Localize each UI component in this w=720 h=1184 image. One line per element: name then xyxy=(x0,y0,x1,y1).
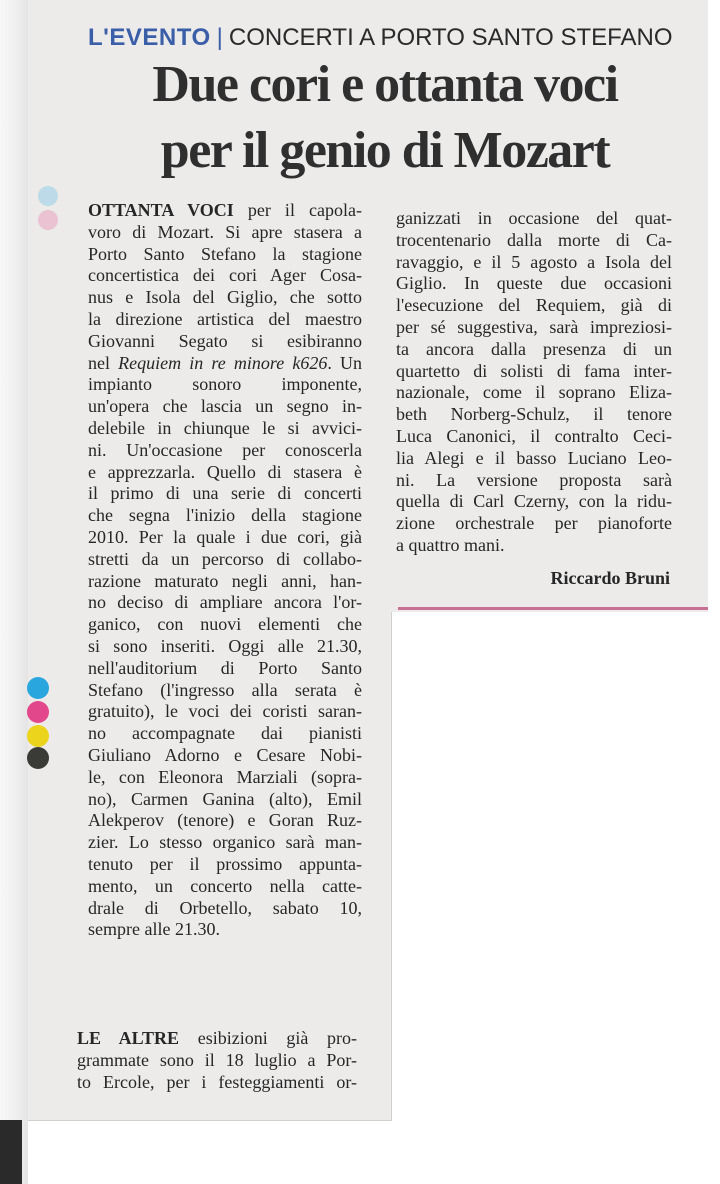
text-line xyxy=(88,919,362,941)
text-line xyxy=(396,252,672,274)
text-line xyxy=(88,440,362,462)
line-text: Giglio. In queste due occasioni xyxy=(396,273,672,294)
line-text: gratuito), le voci dei coristi saran- xyxy=(88,701,362,722)
text-line xyxy=(88,549,362,571)
text-line xyxy=(396,404,672,426)
text-line xyxy=(88,789,362,811)
line-text: Alekperov (tenore) e Goran Ruz- xyxy=(88,810,362,831)
line-text: e apprezzarla. Quello di stasera è xyxy=(88,461,362,482)
article-column-1-continued xyxy=(77,1028,357,1093)
registration-dot-yellow xyxy=(27,725,49,747)
text-line xyxy=(88,374,362,396)
line-text: il primo di una serie di concerti xyxy=(88,483,362,504)
registration-dot-black xyxy=(27,747,49,769)
text-line xyxy=(77,1028,357,1050)
line-text: quella di Carl Czerny, con la ridu- xyxy=(396,491,672,512)
line-text: per sé suggestiva, sarà impreziosi- xyxy=(396,316,672,337)
scan-bottom-edge xyxy=(0,1120,22,1184)
text-line xyxy=(88,527,362,549)
line-text: Stefano (l'ingresso alla serata è xyxy=(88,679,362,700)
text-line xyxy=(88,462,362,484)
kicker-section: CONCERTI A PORTO SANTO STEFANO xyxy=(228,24,673,51)
line-tail: . Un xyxy=(327,352,362,373)
line-text: zier. Lo stesso organico sarà man- xyxy=(88,832,362,853)
line-text: voro di Mozart. Si apre stasera a xyxy=(88,221,362,242)
line-text: stretti da un percorso di collabo- xyxy=(88,548,362,569)
line-text: drale di Orbetello, sabato 10, xyxy=(88,897,362,918)
line-text: ni. Un'occasione per conoscerla xyxy=(88,439,362,460)
article-column-1 xyxy=(88,200,362,941)
line-text: nazionale, come il soprano Eliza- xyxy=(396,382,672,403)
line-text: no), Carmen Ganina (alto), Emil xyxy=(88,788,362,809)
text-line xyxy=(88,636,362,658)
text-line xyxy=(88,876,362,898)
text-line xyxy=(88,680,362,702)
line-text: nus e Isola del Giglio, che sotto xyxy=(88,287,362,308)
line-text: ganizzati in occasione del quat- xyxy=(396,208,672,228)
registration-dot-magenta xyxy=(27,701,49,723)
article-kicker xyxy=(88,20,698,56)
line-text: quartetto di solisti di fama inter- xyxy=(396,360,672,381)
text-line xyxy=(88,767,362,789)
text-line xyxy=(88,418,362,440)
line-text: Giovanni Segato si esibiranno xyxy=(88,330,362,351)
line-text: Giuliano Adorno e Cesare Nobi- xyxy=(88,744,362,765)
scan-left-margin xyxy=(0,0,28,1184)
text-line xyxy=(396,295,672,317)
text-line xyxy=(396,513,672,535)
text-line xyxy=(77,1072,357,1094)
line-text: Porto Santo Stefano la stagione xyxy=(88,243,362,264)
line-text: impianto sonoro imponente, xyxy=(88,374,362,395)
line-text: tenuto per il prossimo appunta- xyxy=(88,853,362,874)
text-line xyxy=(396,382,672,404)
text-line xyxy=(88,810,362,832)
text-line xyxy=(396,230,672,252)
text-line xyxy=(88,571,362,593)
line-text: mento, un concerto nella catte- xyxy=(88,875,362,896)
kicker-separator: | xyxy=(216,24,223,51)
text-line xyxy=(88,723,362,745)
line-text: che segna l'inizio della stagione xyxy=(88,505,362,526)
line-text: grammate sono il 18 luglio a Por- xyxy=(77,1049,357,1070)
text-line xyxy=(77,1050,357,1072)
faint-cyan-dot xyxy=(38,186,58,206)
text-line xyxy=(88,505,362,527)
line-text: nel xyxy=(88,352,119,373)
line-text: si sono inseriti. Oggi alle 21.30, xyxy=(88,635,362,656)
line-text: per il capola- xyxy=(233,200,362,220)
line-text: 2010. Per la quale i due cori, già xyxy=(88,526,362,547)
line-text: zione orchestrale per pianoforte xyxy=(396,513,672,534)
line-text: delebile in chiunque le si avvici- xyxy=(88,417,362,438)
text-line xyxy=(396,273,672,295)
text-line xyxy=(88,592,362,614)
text-line xyxy=(88,701,362,723)
line-text: a quattro mani. xyxy=(396,534,505,555)
line-text: ganico, con nuovi elementi che xyxy=(88,614,362,635)
text-line xyxy=(88,745,362,767)
line-text: no accompagnate dai pianisti xyxy=(88,723,362,744)
line-text: Luca Canonici, il contralto Ceci- xyxy=(396,425,672,446)
text-line xyxy=(88,832,362,854)
text-line xyxy=(88,200,362,222)
text-line xyxy=(88,614,362,636)
text-line xyxy=(396,535,672,557)
line-text: to Ercole, per i festeggiamenti or- xyxy=(77,1071,357,1092)
clipping-cut-rule xyxy=(398,607,708,610)
text-line xyxy=(396,339,672,361)
line-text: l'esecuzione del Requiem, già di xyxy=(396,295,672,316)
article-column-2 xyxy=(396,208,672,557)
line-text: no deciso di ampliare ancora l'or- xyxy=(88,592,362,613)
text-line xyxy=(396,361,672,383)
line-text: beth Norberg-Schulz, il tenore xyxy=(396,404,672,425)
line-text: un'opera che lascia un segno in- xyxy=(88,396,362,417)
headline-line-2: per il genio di Mozart xyxy=(160,122,610,179)
line-text: razione maturato negli anni, han- xyxy=(88,570,362,591)
text-line xyxy=(88,353,362,375)
kicker-brand: L'EVENTO xyxy=(88,24,211,51)
text-line xyxy=(88,265,362,287)
line-text: nell'auditorium di Porto Santo xyxy=(88,657,362,678)
text-line xyxy=(88,287,362,309)
line-text: ravaggio, e il 5 agosto a Isola del xyxy=(396,251,672,272)
article-byline: Riccardo Bruni xyxy=(550,568,670,588)
line-text: concertistica dei cori Ager Cosa- xyxy=(88,265,362,286)
line-text: la direzione artistica del maestro xyxy=(88,308,362,329)
text-line xyxy=(88,244,362,266)
text-line xyxy=(88,658,362,680)
text-line xyxy=(396,491,672,513)
text-line xyxy=(88,898,362,920)
line-text: esibizioni già pro- xyxy=(179,1028,357,1048)
lead-in: LE ALTRE xyxy=(77,1028,180,1048)
registration-dot-cyan xyxy=(27,677,49,699)
text-line xyxy=(396,317,672,339)
work-title: Requiem in re minore k626 xyxy=(118,352,328,373)
article-headline xyxy=(80,52,690,184)
line-text: trocentenario dalla morte di Ca- xyxy=(396,229,672,250)
text-line xyxy=(88,331,362,353)
lead-in: OTTANTA VOCI xyxy=(88,200,234,220)
text-line xyxy=(88,309,362,331)
text-line xyxy=(396,470,672,492)
text-line xyxy=(396,426,672,448)
text-line xyxy=(396,448,672,470)
text-line xyxy=(396,208,672,230)
line-text: ni. La versione proposta sarà xyxy=(396,469,672,490)
text-line xyxy=(88,396,362,418)
text-line xyxy=(88,222,362,244)
text-line xyxy=(88,483,362,505)
line-text: ta ancora dalla presenza di un xyxy=(396,338,672,359)
line-text: sempre alle 21.30. xyxy=(88,919,220,940)
line-text: le, con Eleonora Marziali (sopra- xyxy=(88,766,362,787)
text-line xyxy=(88,854,362,876)
faint-magenta-dot xyxy=(38,210,58,230)
headline-line-1: Due cori e ottanta voci xyxy=(152,56,618,113)
line-text: lia Alegi e il basso Luciano Leo- xyxy=(396,447,672,468)
